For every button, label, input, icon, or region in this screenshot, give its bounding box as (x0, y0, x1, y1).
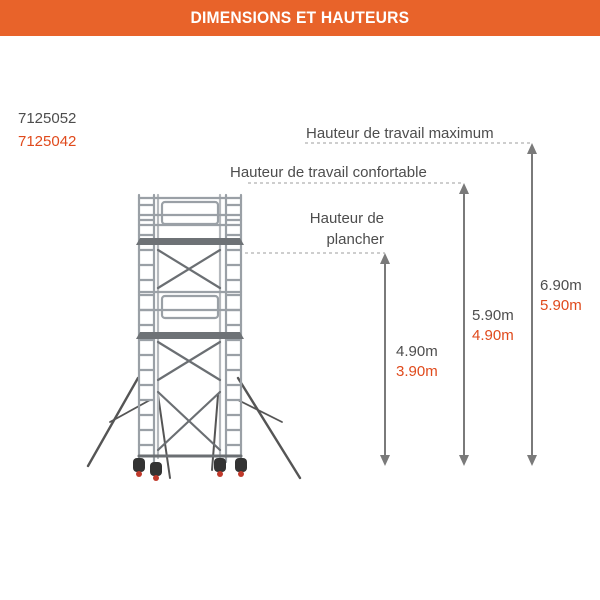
comfortable-height-value-secondary: 4.90m (472, 327, 514, 344)
reference-code-primary: 7125052 (18, 110, 77, 127)
platform-decks (136, 238, 244, 339)
reference-code-secondary: 7125042 (18, 133, 77, 150)
max-height-arrow (527, 143, 537, 466)
comfortable-height-values (472, 306, 514, 346)
floor-height-value-primary: 4.90m (396, 343, 438, 360)
max-height-values (540, 276, 582, 316)
page-title: DIMENSIONS ET HAUTEURS (190, 8, 410, 27)
comfortable-height-arrow (459, 183, 469, 466)
comfortable-height-value-primary: 5.90m (472, 307, 514, 324)
floor-height-values (396, 342, 438, 382)
max-working-height-label: Hauteur de travail maximum (306, 125, 494, 142)
floor-height-arrow (380, 253, 390, 466)
caster-wheels (133, 458, 247, 481)
floor-height-value-secondary: 3.90m (396, 363, 438, 380)
max-height-value-primary: 6.90m (540, 277, 582, 294)
comfortable-working-height-label: Hauteur de travail confortable (230, 164, 427, 181)
max-height-value-secondary: 5.90m (540, 297, 582, 314)
floor-height-label: Hauteur de plancher (309, 210, 384, 248)
